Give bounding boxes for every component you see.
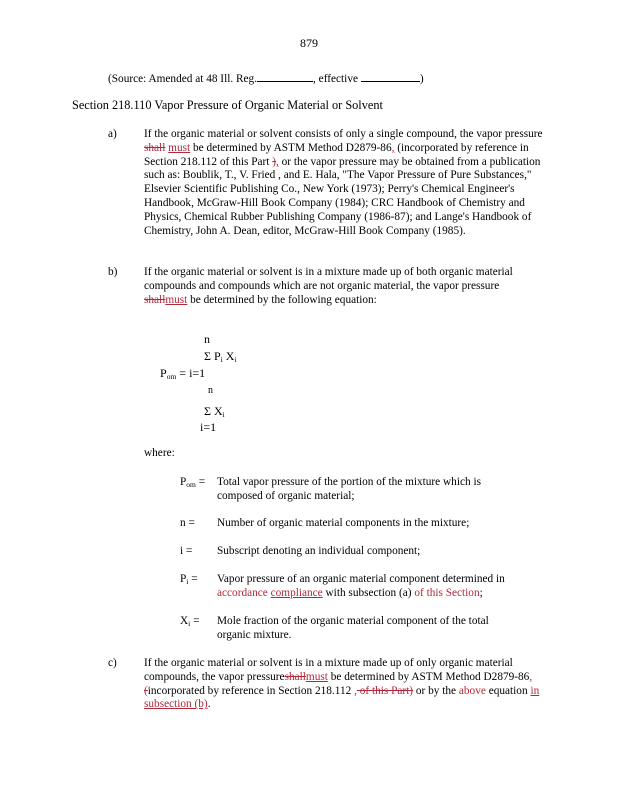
where-label: where: bbox=[144, 447, 175, 459]
para-c-text bbox=[144, 657, 544, 712]
term-subscript: om bbox=[186, 480, 196, 489]
para-b-insertion-1: must bbox=[165, 293, 188, 306]
definition-text-pom: Total vapor pressure of the portion of the mixture which is composed of organic material; bbox=[217, 476, 481, 502]
term-symbol: X bbox=[180, 615, 189, 627]
equation-lower-index: i=1 bbox=[200, 420, 217, 434]
equation-numerator bbox=[204, 349, 237, 367]
para-c-text-6: equation bbox=[485, 684, 531, 697]
para-c-deletion-3: of this Part) bbox=[356, 684, 414, 697]
term-equals: = bbox=[190, 615, 200, 627]
para-c-label: c) bbox=[108, 657, 117, 669]
para-a-text bbox=[144, 128, 544, 238]
term-subscript: i bbox=[188, 619, 191, 628]
para-c-red-text: above bbox=[458, 684, 486, 697]
para-a-insertion-2: , bbox=[391, 141, 395, 154]
lhs-symbol: P bbox=[160, 366, 167, 380]
term-symbol: i bbox=[180, 545, 184, 557]
numerator-sigma: Σ P bbox=[204, 349, 221, 363]
para-c-text-4: incorporated by reference in Section 218.112 bbox=[147, 684, 355, 697]
para-a-insertion-3: , bbox=[276, 155, 279, 168]
para-c-text-5: or by the bbox=[413, 684, 459, 697]
denominator-x-subscript: i bbox=[222, 410, 225, 419]
effective-date-blank bbox=[361, 71, 420, 82]
para-b-deletion-1: shall bbox=[144, 293, 166, 306]
definition-term-xi bbox=[180, 615, 199, 631]
term-equals: = bbox=[185, 517, 195, 529]
para-a-text-3: (incorporated by reference in Section 218.112 of this Part bbox=[144, 141, 529, 168]
source-prefix: (Source: Amended at 48 Ill. Reg. bbox=[108, 73, 258, 85]
definition-term-pom bbox=[180, 476, 205, 492]
pi-text-2: with subsection (a) bbox=[322, 586, 415, 599]
para-c-insertion-2: , bbox=[529, 670, 533, 683]
source-suffix: ) bbox=[419, 73, 424, 85]
para-c-text-2: be determined by ASTM Method D2879-86 bbox=[327, 670, 530, 683]
definition-text-pi bbox=[217, 573, 517, 601]
pi-insertion: compliance bbox=[270, 586, 323, 599]
pi-text-1: Vapor pressure of an organic material component determined in bbox=[217, 573, 505, 585]
para-c-insertion-4: in subsection (b) bbox=[144, 684, 540, 711]
para-c-text-1: If the organic material or solvent is in a mixture made up of only organic material compounds, the vapor pressure bbox=[144, 657, 513, 683]
term-symbol: n bbox=[180, 517, 186, 529]
term-equals: = bbox=[195, 476, 206, 488]
para-a-insertion-1: must bbox=[168, 141, 191, 154]
para-a-deletion-1: shall bbox=[144, 141, 166, 154]
source-middle: , effective bbox=[313, 73, 361, 85]
pi-red-section: of this Section bbox=[414, 586, 480, 599]
lhs-subscript: om bbox=[166, 372, 177, 381]
definition-text-i: Subscript denoting an individual component; bbox=[217, 545, 421, 557]
para-c-text-7: . bbox=[207, 698, 211, 711]
para-b-text-2: be determined by the following equation: bbox=[187, 293, 377, 306]
numerator-x-subscript: i bbox=[234, 355, 237, 364]
definition-term-i bbox=[180, 545, 192, 559]
equation-upper-n: n bbox=[204, 332, 210, 346]
para-b-text-1: If the organic material or solvent is in a mixture made up of both organic material compounds and compounds which are not organic material, the vapor pressure bbox=[144, 266, 513, 292]
para-a-text-1: If the organic material or solvent consists of only a single compound, the vapor pressure bbox=[144, 128, 543, 140]
para-c-deletion-2: ( bbox=[144, 684, 148, 697]
numerator-x: X bbox=[222, 349, 235, 363]
definition-term-n bbox=[180, 517, 195, 531]
term-equals: = bbox=[183, 545, 193, 557]
term-symbol: P bbox=[180, 573, 187, 585]
source-note bbox=[108, 71, 424, 87]
denominator-sigma: Σ X bbox=[204, 404, 223, 418]
para-b-text bbox=[144, 266, 544, 307]
para-c-deletion-1: shall bbox=[284, 670, 306, 683]
page-number: 879 bbox=[300, 36, 318, 50]
term-equals: = bbox=[188, 573, 198, 585]
upper-sum-index: i=1 bbox=[189, 366, 206, 380]
para-a-text-2: be determined by ASTM Method D2879-86 bbox=[190, 141, 392, 154]
para-a-deletion-2: ) bbox=[272, 155, 276, 168]
pi-text-3: ; bbox=[479, 586, 483, 599]
numerator-p-subscript: i bbox=[220, 355, 223, 364]
register-blank bbox=[257, 71, 313, 82]
para-c-insertion-1: must bbox=[305, 670, 328, 683]
para-a-text-4: or the vapor pressure may be obtained from a publication such as: Boublik, T., V. Fried , and E. Hala, "The Vapor Pressure of Pure Substances," Elsevier Scientific Publishing Co., New York (1973); Perry's Chemical Engineer's Handbook, McGraw-Hill Book Company (1984); CRC Handbook of Chemistry and Physics, Chemical Rubber Publishing Company (1986-87); and Lange's Handbook of Chemistry, John A. Dean, editor, McGraw-Hill Book Company (1985). bbox=[144, 155, 541, 237]
definition-text-n: Number of organic material components in the mixture; bbox=[217, 517, 470, 529]
definition-text-xi: Mole fraction of the organic material component of the total organic mixture. bbox=[217, 615, 489, 641]
equation-lhs bbox=[160, 366, 205, 384]
para-b-label: b) bbox=[108, 266, 118, 278]
lhs-equals: = bbox=[176, 366, 190, 380]
definition-term-pi bbox=[180, 573, 198, 589]
para-c-insertion-3: , bbox=[354, 684, 357, 697]
term-symbol: P bbox=[180, 476, 187, 488]
section-heading: Section 218.110 Vapor Pressure of Organic Material or Solvent bbox=[72, 98, 383, 112]
term-subscript: i bbox=[186, 577, 189, 586]
para-a-label: a) bbox=[108, 128, 117, 140]
equation-lower-n: n bbox=[208, 385, 213, 396]
pi-red-text: accordance bbox=[217, 586, 268, 599]
